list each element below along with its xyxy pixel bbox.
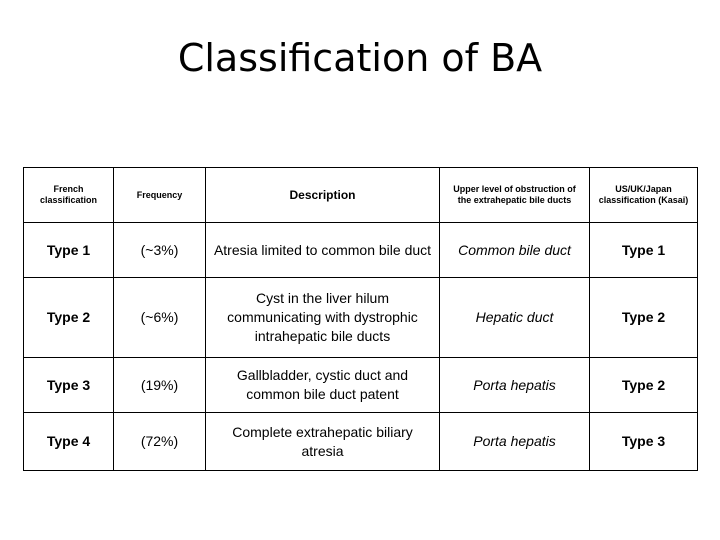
french-type-cell: Type 3 <box>24 358 114 413</box>
obstruction-level-cell: Porta hepatis <box>440 358 590 413</box>
kasai-type-cell: Type 2 <box>590 358 698 413</box>
frequency-cell: (72%) <box>114 413 206 471</box>
kasai-type-cell: Type 3 <box>590 413 698 471</box>
description-cell: Atresia limited to common bile duct <box>206 223 440 278</box>
obstruction-level-cell: Hepatic duct <box>440 278 590 358</box>
header-kasai-classification: US/UK/Japan classification (Kasai) <box>590 168 698 223</box>
table-header-row <box>24 168 698 223</box>
kasai-type-cell: Type 2 <box>590 278 698 358</box>
table-row <box>24 223 698 278</box>
table-row <box>24 278 698 358</box>
description-cell: Cyst in the liver hilum communicating with dystrophic intrahepatic bile ducts <box>206 278 440 358</box>
frequency-cell: (19%) <box>114 358 206 413</box>
french-type-cell: Type 2 <box>24 278 114 358</box>
french-type-cell: Type 4 <box>24 413 114 471</box>
kasai-type-cell: Type 1 <box>590 223 698 278</box>
header-french-classification: French classification <box>24 168 114 223</box>
description-cell: Gallbladder, cystic duct and common bile duct patent <box>206 358 440 413</box>
description-cell: Complete extrahepatic biliary atresia <box>206 413 440 471</box>
header-obstruction-level: Upper level of obstruction of the extrahepatic bile ducts <box>440 168 590 223</box>
obstruction-level-cell: Porta hepatis <box>440 413 590 471</box>
french-type-cell: Type 1 <box>24 223 114 278</box>
obstruction-level-cell: Common bile duct <box>440 223 590 278</box>
classification-table <box>23 167 698 471</box>
header-description: Description <box>206 168 440 223</box>
slide-title: Classification of BA <box>177 36 543 80</box>
table-row <box>24 413 698 471</box>
table-row <box>24 358 698 413</box>
frequency-cell: (~6%) <box>114 278 206 358</box>
header-frequency: Frequency <box>114 168 206 223</box>
frequency-cell: (~3%) <box>114 223 206 278</box>
